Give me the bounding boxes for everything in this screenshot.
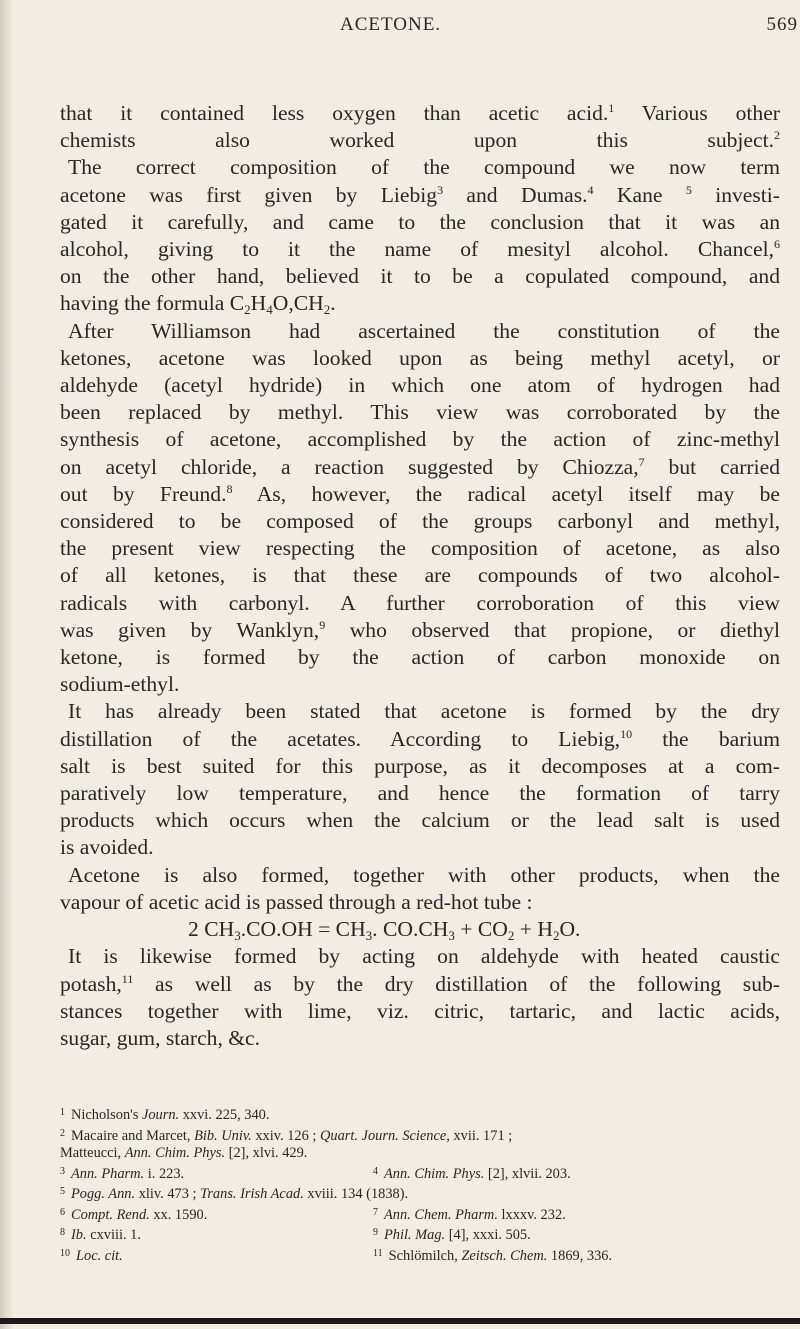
footnote-reference: 4 [587, 182, 594, 197]
text-run: sodium-ethyl. [60, 672, 180, 697]
text-line [60, 100, 780, 127]
text-line [60, 943, 780, 970]
text-line [60, 671, 780, 698]
text-run: ketones, acetone was looked upon as being methyl acetyl, or [60, 345, 780, 370]
footnote [373, 1245, 612, 1266]
text-run: salt is best suited for this purpose, as it decomposes at a com- [60, 753, 780, 778]
text-run: Ann. Chim. Phys. [124, 1145, 226, 1161]
text-line [60, 263, 780, 290]
text-run: It has already been stated that acetone is formed by the dry [68, 699, 780, 724]
footnote-row [60, 1125, 780, 1146]
text-line [60, 154, 780, 181]
footnote [60, 1125, 512, 1146]
footnote-reference: 6 [774, 237, 780, 252]
text-run: vapour of acetic acid is passed through a red-hot tube : [60, 889, 533, 914]
footnote-reference: 1 [608, 101, 615, 115]
footnote-reference: 10 [620, 726, 633, 741]
text-run: potash, [60, 971, 122, 996]
text-run: . [330, 291, 336, 316]
text-run: Journ. [141, 1107, 180, 1123]
text-line [60, 454, 780, 481]
text-run: been replaced by methyl. This view was corroborated by the [60, 400, 780, 425]
text-run: i. 223. [144, 1165, 185, 1182]
footnote-number: 6 [60, 1206, 65, 1218]
footnote-reference: 7 [638, 454, 645, 469]
text-run: .CO.OH = CH [240, 917, 366, 942]
text-run: O,CH [272, 291, 324, 316]
text-line [60, 399, 780, 426]
text-run: Schlömilch, [388, 1247, 462, 1264]
text-run: on acetyl chloride, a reaction suggested by Chiozza, [60, 454, 639, 479]
text-run: Various other [614, 101, 780, 125]
body-text [60, 100, 780, 1052]
footnote [60, 1145, 307, 1163]
formula-subscript: 4 [266, 302, 273, 318]
text-line [60, 182, 780, 209]
text-run: The correct composition of the compound we now term [68, 155, 780, 180]
text-run: + H [514, 917, 553, 942]
text-run: who observed that propione, or diethyl [325, 617, 781, 642]
footnote-number: 2 [60, 1127, 65, 1139]
text-line [60, 644, 780, 671]
formula-subscript: 2 [323, 302, 331, 318]
text-run: Phil. Mag. [384, 1227, 446, 1243]
text-run: H [250, 291, 267, 316]
text-line [60, 372, 780, 399]
text-line [60, 426, 780, 453]
footnote-reference: 5 [685, 182, 692, 197]
text-run: Matteucci, [60, 1145, 125, 1161]
footnote-row [60, 1104, 780, 1125]
text-run: Kane [593, 182, 686, 207]
text-run: radicals with carbonyl. A further corroboration of this view [60, 590, 780, 615]
footnote-number: 8 [60, 1227, 65, 1238]
text-run: Nicholson's [71, 1107, 142, 1123]
text-run: the present view respecting the composition of acetone, as also [60, 536, 780, 561]
text-run: out by Freund. [60, 481, 227, 506]
footnote-number: 11 [373, 1247, 383, 1259]
text-run: xx. 1590. [149, 1206, 208, 1223]
text-line [60, 290, 780, 317]
footnote [60, 1245, 373, 1266]
footnote-number: 3 [60, 1165, 65, 1177]
text-run: Bib. Univ. [194, 1127, 252, 1144]
text-run: synthesis of acetone, accomplished by the action of zinc-methyl [60, 427, 780, 452]
text-run: Zeitsch. Chem. [461, 1247, 548, 1264]
footnote-number: 4 [373, 1165, 378, 1177]
text-run: distillation of the acetates. According to Liebig, [60, 726, 621, 751]
text-line [60, 535, 780, 562]
text-run: Loc. cit. [76, 1247, 123, 1264]
text-run: 2 CH [188, 917, 235, 942]
text-run: chemists also worked upon this subject. [60, 128, 774, 153]
footnote [60, 1183, 408, 1204]
footnote-reference: 9 [319, 617, 326, 632]
text-line [60, 862, 780, 889]
footnote-number: 9 [373, 1227, 378, 1238]
text-run: + CO [454, 917, 508, 942]
text-line [60, 971, 780, 998]
text-run: As, however, the radical acetyl itself may be [232, 481, 780, 506]
footnote [373, 1224, 531, 1245]
text-run: that it contained less oxygen than acetic acid. [60, 101, 609, 125]
text-line [60, 753, 780, 780]
footnote-number: 10 [60, 1247, 70, 1259]
footnotes [60, 1104, 780, 1265]
footnote [60, 1224, 373, 1245]
text-run: Trans. Irish Acad. [200, 1186, 304, 1202]
text-run: acetone was first given by Liebig [60, 182, 438, 207]
text-run: on the other hand, believed it to be a copulated compound, and [60, 264, 780, 289]
text-run: Quart. Journ. Science, [319, 1127, 450, 1144]
text-line [60, 508, 780, 535]
text-run: After Williamson had ascertained the constitution of the [68, 318, 780, 343]
footnote-row [60, 1163, 780, 1184]
text-run: xvii. 171 ; [449, 1127, 513, 1144]
bottom-edge-rule [0, 1318, 800, 1324]
text-run: stances together with lime, viz. citric, tartaric, and lactic acids, [60, 998, 780, 1023]
text-run: Acetone is also formed, together with other products, when the [68, 862, 780, 887]
footnote-number: 7 [373, 1206, 378, 1218]
formula-subscript: 2 [507, 928, 515, 944]
formula-subscript: 2 [552, 928, 560, 944]
footnote-reference: 3 [437, 182, 444, 197]
text-run: xxiv. 126 ; [251, 1127, 320, 1144]
text-run: [2], xlvii. 203. [484, 1165, 571, 1182]
footnote [373, 1163, 571, 1184]
text-run: ketone, is formed by the action of carbon monoxide on [60, 645, 780, 670]
text-run: O. [559, 917, 581, 942]
text-line [60, 562, 780, 589]
text-run: lxxxv. 232. [497, 1206, 566, 1223]
text-line [60, 236, 780, 263]
footnote-row [60, 1245, 780, 1266]
text-run: products which occurs when the calcium or the lead salt is used [60, 808, 780, 833]
text-run: Ib. [71, 1227, 87, 1243]
text-line [60, 1025, 780, 1052]
text-run: and Dumas. [443, 182, 588, 207]
page-number: 569 [766, 14, 798, 35]
text-line [60, 780, 780, 807]
text-run: the barium [632, 726, 780, 751]
footnote-reference: 11 [121, 971, 134, 986]
footnote-reference: 8 [226, 481, 233, 496]
text-run: Ann. Pharm. [71, 1165, 145, 1182]
text-line [60, 834, 780, 861]
text-line [60, 345, 780, 372]
text-line [60, 807, 780, 834]
text-run: but carried [644, 454, 780, 479]
text-run: paratively low temperature, and hence the formation of tarry [60, 781, 780, 806]
footnote [60, 1104, 269, 1125]
formula-subscript: 2 [244, 302, 251, 318]
footnote [60, 1204, 373, 1225]
formula-subscript: 3 [234, 928, 241, 944]
text-line [60, 698, 780, 725]
text-run: aldehyde (acetyl hydride) in which one atom of hydrogen had [60, 373, 780, 398]
text-line [60, 590, 780, 617]
footnote-reference: 2 [774, 128, 780, 143]
footnote-row [60, 1204, 780, 1225]
footnote-row [60, 1224, 780, 1245]
text-line [60, 998, 780, 1025]
page-gutter-shadow [0, 0, 14, 1329]
footnote-number: 5 [60, 1186, 65, 1197]
footnote [60, 1163, 373, 1184]
text-run: xliv. 473 ; [135, 1186, 201, 1202]
footnote-number: 1 [60, 1107, 65, 1118]
text-run: of all ketones, is that these are compounds of two alcohol- [60, 563, 780, 588]
text-line [60, 617, 780, 644]
text-run: gated it carefully, and came to the conclusion that it was an [60, 209, 780, 234]
chemical-equation [60, 916, 780, 943]
text-run: alcohol, giving to it the name of mesityl alcohol. Chancel, [60, 237, 774, 262]
text-run: . CO.CH [372, 917, 449, 942]
text-line [60, 481, 780, 508]
text-run: It is likewise formed by acting on aldehyde with heated caustic [68, 944, 780, 969]
text-run: [2], xlvi. 429. [225, 1145, 308, 1161]
text-run: sugar, gum, starch, &c. [60, 1025, 261, 1050]
text-run: having the formula C [60, 291, 245, 316]
formula-subscript: 3 [365, 928, 373, 944]
text-run: Ann. Chem. Pharm. [384, 1206, 498, 1223]
text-line [60, 889, 780, 916]
text-run: xviii. 134 (1838). [303, 1186, 409, 1202]
text-run: [4], xxxi. 505. [445, 1227, 531, 1243]
text-line [60, 726, 780, 753]
text-run: cxviii. 1. [86, 1227, 141, 1243]
footnote-row [60, 1183, 780, 1204]
text-run: was given by Wanklyn, [60, 617, 320, 642]
text-run: considered to be composed of the groups carbonyl and methyl, [60, 509, 780, 534]
footnote [373, 1204, 566, 1225]
text-run: Ann. Chim. Phys. [384, 1165, 485, 1182]
text-line [60, 318, 780, 345]
text-run: investi- [691, 182, 780, 207]
running-header [60, 14, 800, 44]
text-run: Macaire and Marcet, [71, 1127, 195, 1144]
text-run: is avoided. [60, 835, 154, 860]
footnote-row [60, 1145, 780, 1163]
text-line [60, 127, 780, 154]
text-line [60, 209, 780, 236]
text-run: Compt. Rend. [71, 1206, 150, 1223]
text-run: xxvi. 225, 340. [179, 1107, 270, 1123]
text-run: as well as by the dry distillation of the following sub- [133, 971, 780, 996]
running-title: ACETONE. [340, 14, 442, 35]
text-run: Pogg. Ann. [71, 1186, 136, 1202]
text-run: 1869, 336. [547, 1247, 613, 1264]
formula-subscript: 3 [448, 928, 455, 944]
